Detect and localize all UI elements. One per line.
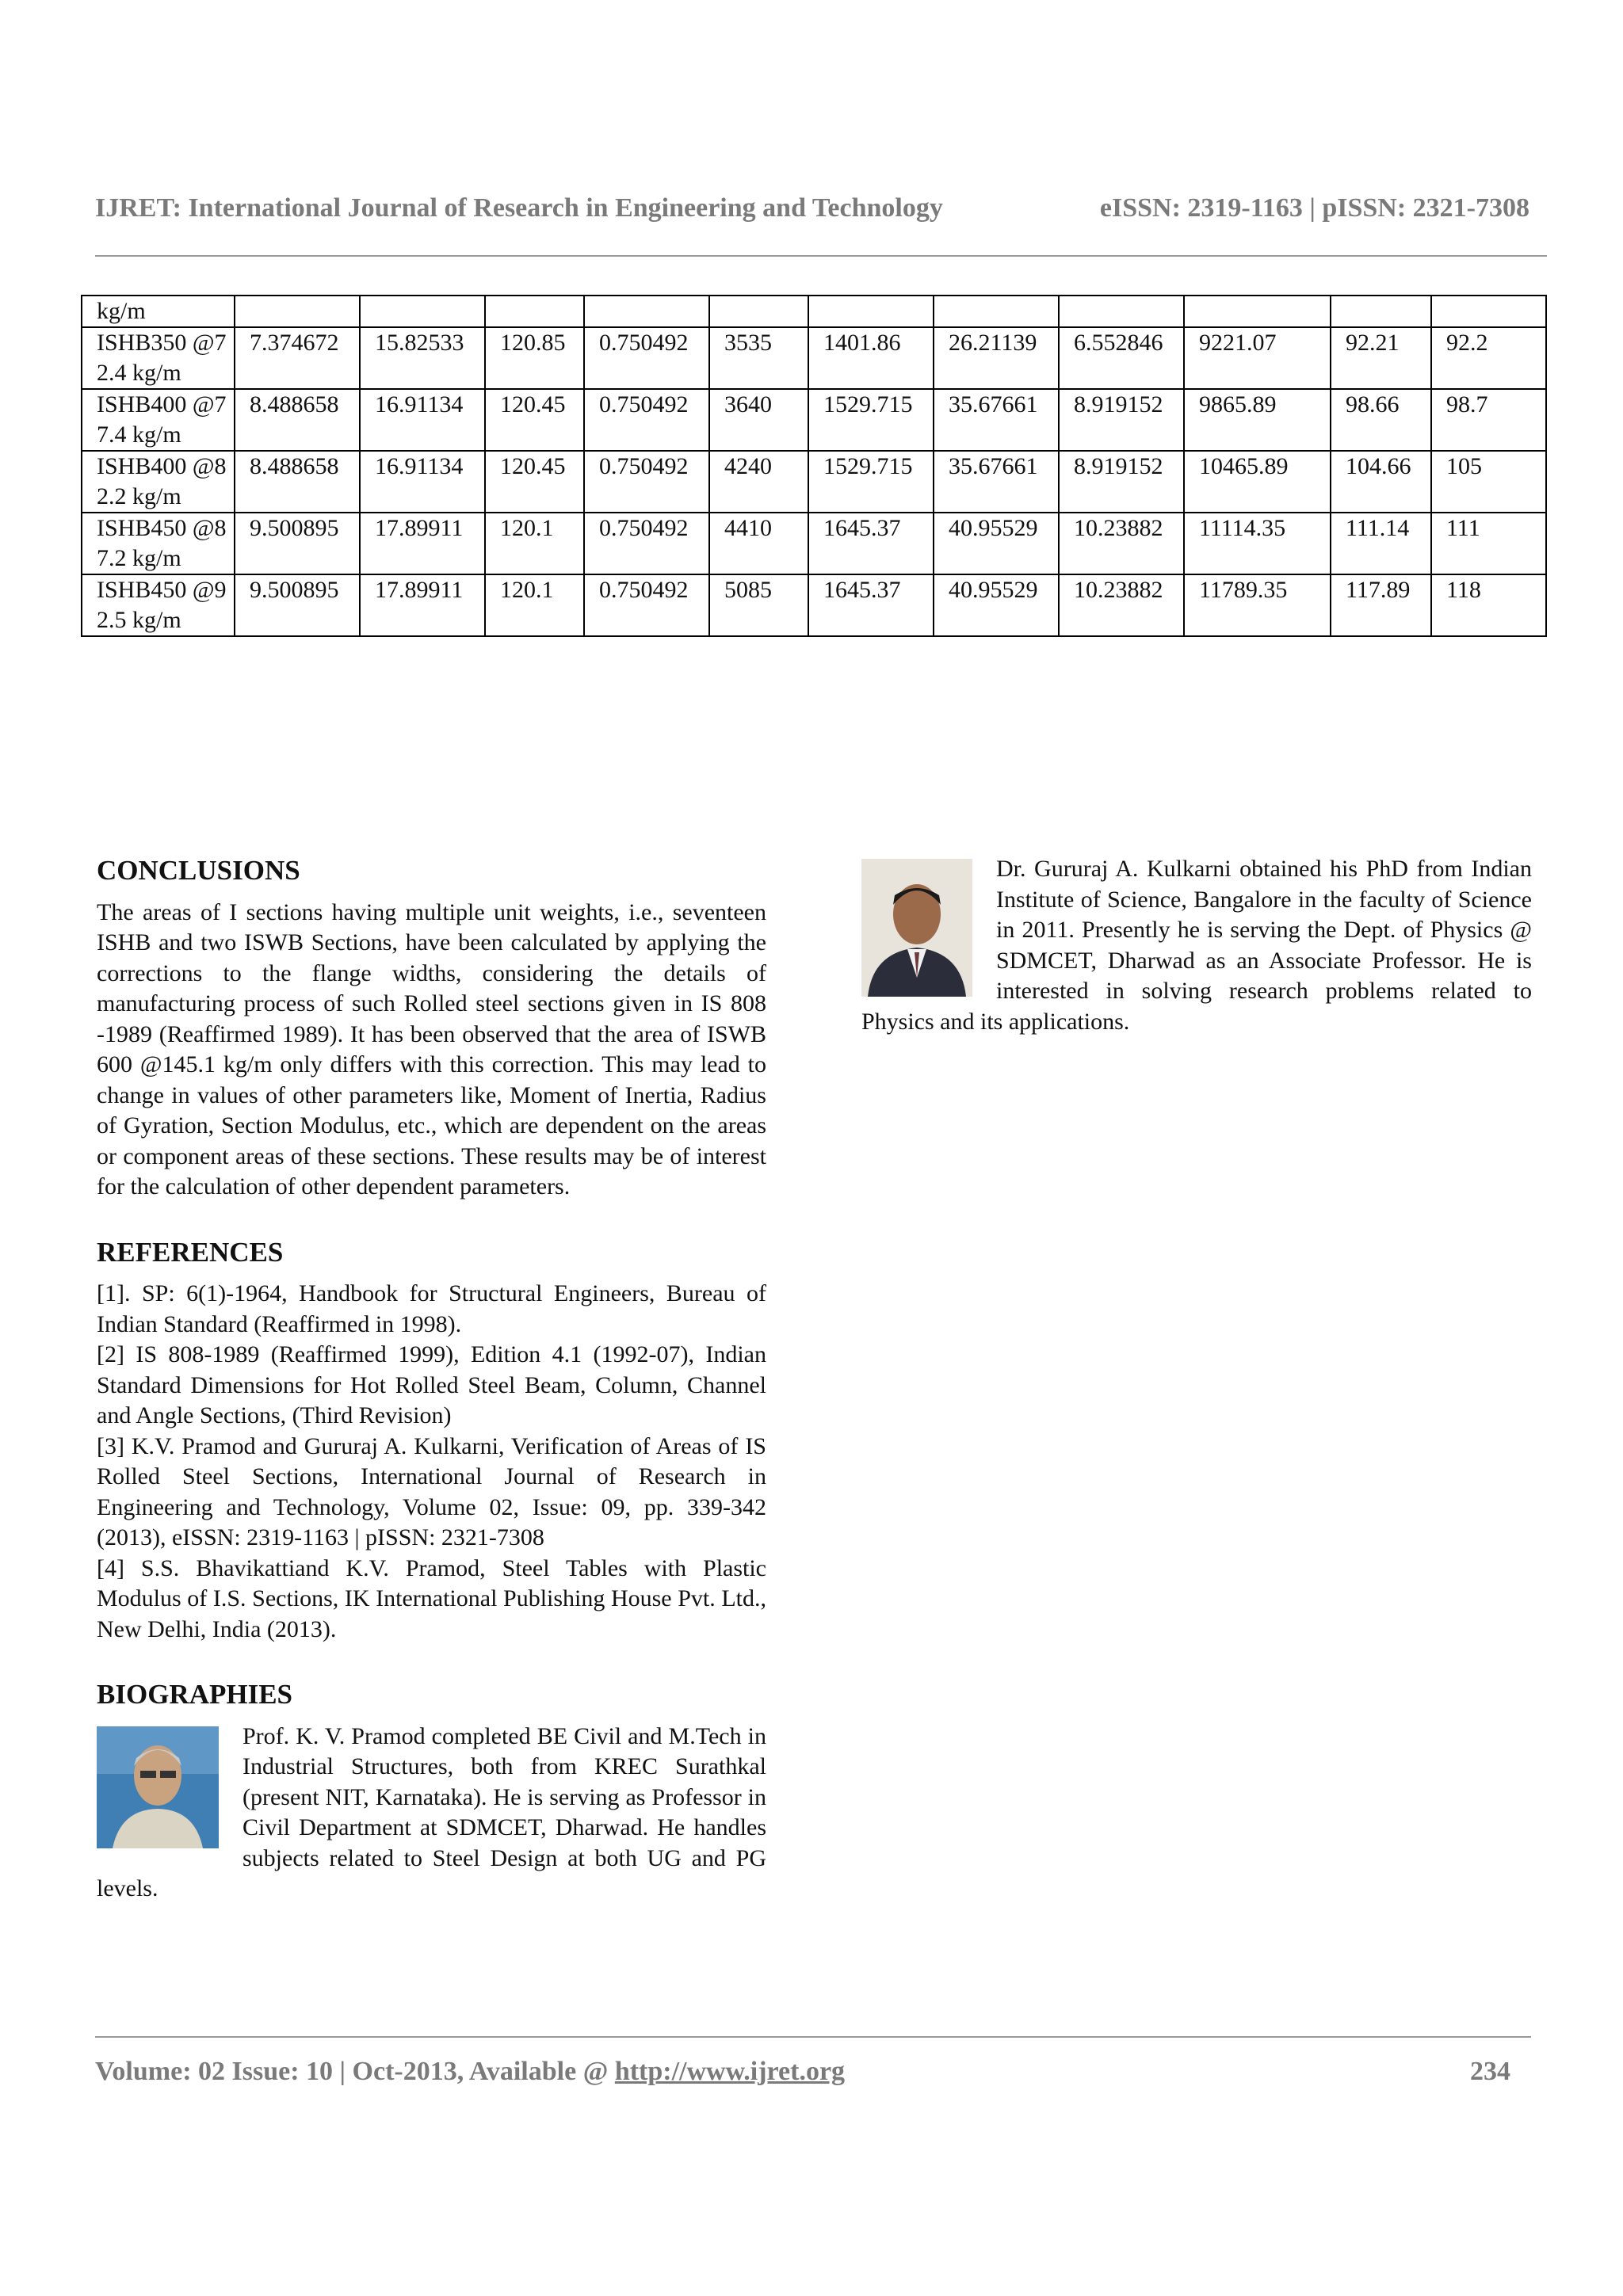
table-cell: 1401.86 xyxy=(808,327,934,389)
issn: eISSN: 2319-1163 | pISSN: 2321-7308 xyxy=(1099,193,1529,223)
table-cell: 4240 xyxy=(709,451,808,513)
table-cell: 98.7 xyxy=(1431,389,1546,451)
biographies-heading: BIOGRAPHIES xyxy=(97,1679,292,1710)
table-cell: 120.45 xyxy=(485,451,584,513)
table-row xyxy=(82,513,1546,574)
table-cell: 1645.37 xyxy=(808,513,934,574)
table-cell: ISHB450 @92.5 kg/m xyxy=(82,574,235,636)
table-cell: 17.89911 xyxy=(360,574,485,636)
running-header xyxy=(95,193,1529,223)
table-cell: 16.91134 xyxy=(360,451,485,513)
footer-volume xyxy=(95,2057,845,2087)
table-cell: ISHB450 @87.2 kg/m xyxy=(82,513,235,574)
table-cell: 1645.37 xyxy=(808,574,934,636)
table-cell: 4410 xyxy=(709,513,808,574)
table-cell: 92.21 xyxy=(1331,327,1431,389)
reference-item: [3] K.V. Pramod and Gururaj A. Kulkarni, Verification of Areas of IS Rolled Steel Sections, International Journal of Research in Engineering and Technology, Volume 02, Issue: 09, pp. 339-342 (2013), eISSN: 2319-1163 | pISSN: 2321-7308 xyxy=(97,1432,766,1550)
table-cell: 120.45 xyxy=(485,389,584,451)
journal-link[interactable]: http://www.ijret.org xyxy=(614,2057,846,2086)
bio-kulkarni: Dr. Gururaj A. Kulkarni obtained his PhD from Indian Institute of Science, Bangalore in the faculty of Science in 2011. Presently he is serving the Dept. of Physics @ SDMCET, Dharwad as an Associate Professor. He is interested in solving research problems related to Physics and its applications. xyxy=(861,856,1532,1035)
reference-item: [4] S.S. Bhavikattiand K.V. Pramod, Steel Tables with Plastic Modulus of I.S. Sections, IK International Publishing House Pvt. Ltd., New Delhi, India (2013). xyxy=(97,1554,766,1642)
footer-volume-text: Volume: 02 Issue: 10 | Oct-2013, Available @ xyxy=(95,2057,615,2086)
table-cell: 15.82533 xyxy=(360,327,485,389)
table-cell: 11789.35 xyxy=(1184,574,1331,636)
table-cell: 35.67661 xyxy=(934,389,1059,451)
table-cell: 8.919152 xyxy=(1059,389,1184,451)
table-cell: 117.89 xyxy=(1331,574,1431,636)
left-column xyxy=(97,856,766,1939)
table-cell: 10.23882 xyxy=(1059,513,1184,574)
table-cell: 40.95529 xyxy=(934,513,1059,574)
table-cell: 35.67661 xyxy=(934,451,1059,513)
table-cell xyxy=(1331,296,1431,327)
table-cell: 3640 xyxy=(709,389,808,451)
page-number: 234 xyxy=(1470,2057,1510,2086)
table-cell xyxy=(1431,296,1546,327)
footer-rule xyxy=(95,2036,1531,2038)
table-cell: 0.750492 xyxy=(584,513,709,574)
table-cell xyxy=(1059,296,1184,327)
reference-item: [2] IS 808-1989 (Reaffirmed 1999), Edition 4.1 (1992-07), Indian Standard Dimensions for Hot Rolled Steel Beam, Column, Channel and Angle Sections, (Third Revision) xyxy=(97,1341,766,1428)
author-photo-kulkarni xyxy=(861,859,972,997)
author-photo-pramod xyxy=(97,1726,219,1848)
table-row xyxy=(82,327,1546,389)
conclusions-text: The areas of I sections having multiple unit weights, i.e., seventeen ISHB and two ISWB Sections, have been calculated by applying the corrections to the flange widths, considering the details of manufacturing process of such Rolled steel sections given in IS 808 -1989 (Reaffirmed 1989). It has been observed that the area of ISWB 600 @145.1 kg/m only differs with this correction. This may lead to change in values of other parameters like, Moment of Inertia, Radius of Gyration, Section Modulus, etc., which are dependent on the areas or component areas of these sections. These results may be of interest for the calculation of other dependent parameters. xyxy=(97,898,766,1199)
table-cell: 120.1 xyxy=(485,574,584,636)
table-cell: 0.750492 xyxy=(584,327,709,389)
table-cell: ISHB400 @82.2 kg/m xyxy=(82,451,235,513)
reference-item: [1]. SP: 6(1)-1964, Handbook for Structural Engineers, Bureau of Indian Standard (Reaffirmed in 1998). xyxy=(97,1280,766,1337)
table-cell: 111 xyxy=(1431,513,1546,574)
conclusions-heading: CONCLUSIONS xyxy=(97,855,300,886)
conclusions-section xyxy=(97,856,766,1203)
table-cell xyxy=(709,296,808,327)
table-cell: 10.23882 xyxy=(1059,574,1184,636)
table-cell xyxy=(584,296,709,327)
table-cell: 120.1 xyxy=(485,513,584,574)
table-cell: 3535 xyxy=(709,327,808,389)
table-cell xyxy=(934,296,1059,327)
table-cell xyxy=(235,296,360,327)
table-cell: 10465.89 xyxy=(1184,451,1331,513)
table-cell: 7.374672 xyxy=(235,327,360,389)
table-row xyxy=(82,574,1546,636)
table-cell xyxy=(808,296,934,327)
table-cell: 0.750492 xyxy=(584,574,709,636)
table-cell: 11114.35 xyxy=(1184,513,1331,574)
table-row xyxy=(82,451,1546,513)
table-cell: 9221.07 xyxy=(1184,327,1331,389)
table-cell: 8.919152 xyxy=(1059,451,1184,513)
table-cell: 16.91134 xyxy=(360,389,485,451)
table-cell: 0.750492 xyxy=(584,389,709,451)
table-cell: 98.66 xyxy=(1331,389,1431,451)
table-cell: 9.500895 xyxy=(235,574,360,636)
table-cell: ISHB350 @72.4 kg/m xyxy=(82,327,235,389)
table-cell: 9865.89 xyxy=(1184,389,1331,451)
section-properties-table xyxy=(81,295,1547,637)
table-row xyxy=(82,389,1546,451)
table-cell xyxy=(360,296,485,327)
bio-pramod: Prof. K. V. Pramod completed BE Civil and M.Tech in Industrial Structures, both from KREC Surathkal (present NIT, Karnataka). He is serving as Professor in Civil Department at SDMCET, Dharwad. He handles subjects related to Steel Design at both UG and PG levels. xyxy=(97,1722,766,1901)
right-column xyxy=(861,854,1532,1037)
table-cell: 118 xyxy=(1431,574,1546,636)
biographies-section xyxy=(97,1680,766,1905)
table-cell: 9.500895 xyxy=(235,513,360,574)
table-cell: 92.2 xyxy=(1431,327,1546,389)
table-cell: 8.488658 xyxy=(235,389,360,451)
table-cell xyxy=(485,296,584,327)
table-cell: 120.85 xyxy=(485,327,584,389)
table-cell: 26.21139 xyxy=(934,327,1059,389)
table-cell: 1529.715 xyxy=(808,389,934,451)
table-cell: 111.14 xyxy=(1331,513,1431,574)
running-footer xyxy=(95,2057,1510,2087)
table-cell: 104.66 xyxy=(1331,451,1431,513)
table-cell: ISHB400 @77.4 kg/m xyxy=(82,389,235,451)
table-cell: 17.89911 xyxy=(360,513,485,574)
table-cell: 8.488658 xyxy=(235,451,360,513)
table-cell: 5085 xyxy=(709,574,808,636)
references-section xyxy=(97,1238,766,1646)
table-cell: 105 xyxy=(1431,451,1546,513)
header-rule xyxy=(95,255,1547,257)
journal-title: IJRET: International Journal of Research in Engineering and Technology xyxy=(95,193,943,223)
table-cell xyxy=(1184,296,1331,327)
table-cell: kg/m xyxy=(82,296,235,327)
references-heading: REFERENCES xyxy=(97,1236,284,1268)
table-cell: 0.750492 xyxy=(584,451,709,513)
table-row xyxy=(82,296,1546,327)
table-cell: 40.95529 xyxy=(934,574,1059,636)
table-cell: 1529.715 xyxy=(808,451,934,513)
table-cell: 6.552846 xyxy=(1059,327,1184,389)
